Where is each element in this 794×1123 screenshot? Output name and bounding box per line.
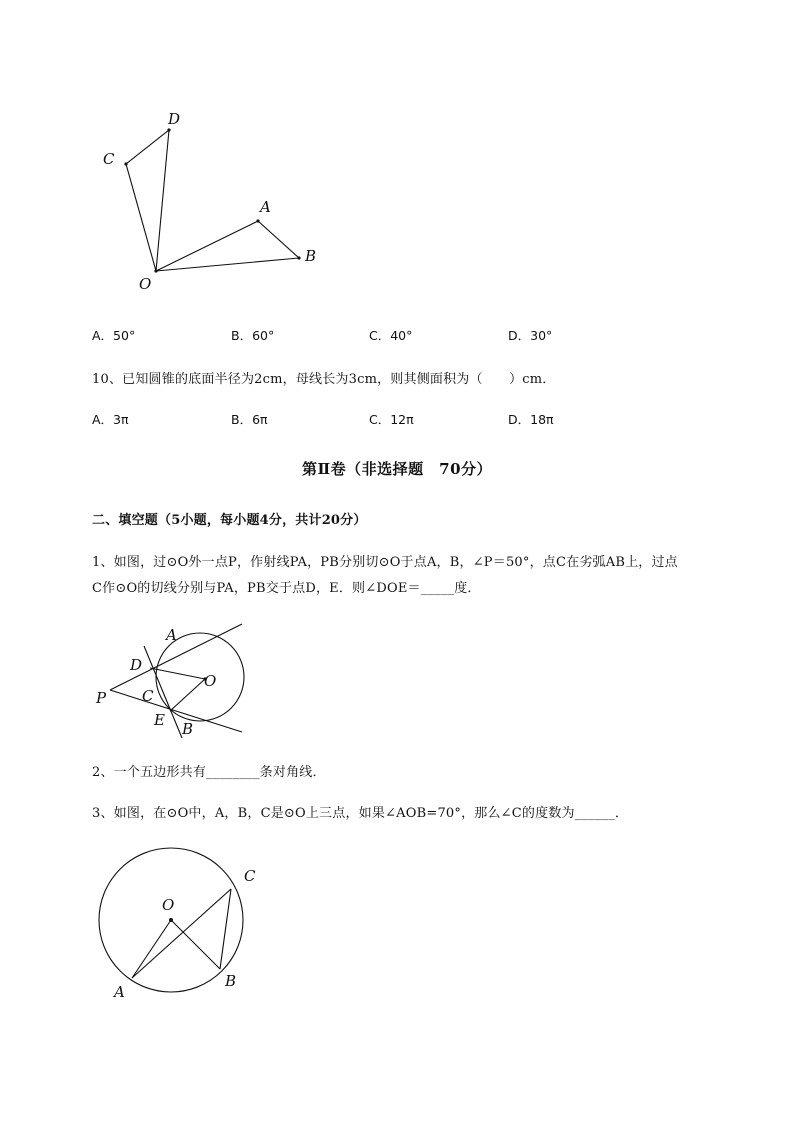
- segment-od: [150, 668, 205, 679]
- q10-option-b: B．6π: [231, 412, 268, 427]
- segment-oe: [170, 679, 205, 711]
- part2-title: 第Ⅱ卷（非选择题 70分）: [301, 460, 493, 478]
- label-o: O: [139, 275, 152, 293]
- q10-option-c: C．12π: [369, 412, 414, 427]
- label-b: B: [182, 720, 194, 738]
- label-p: P: [96, 689, 107, 707]
- fill3-text: 3、如图，在⊙O中，A，B，C是⊙O上三点，如果∠AOB=70°，那么∠C的度数为______．: [92, 806, 629, 821]
- figure-circle-tangents: [92, 622, 252, 742]
- tangent-pb: [110, 690, 242, 732]
- radius-ob: [171, 920, 220, 969]
- label-e: E: [154, 711, 165, 729]
- q10-option-d: D．18π: [508, 412, 554, 427]
- label-c: C: [103, 150, 115, 168]
- section2-title: 二、填空题（5小题，每小题4分，共计20分）: [92, 513, 367, 528]
- fill2-text: 2、一个五边形共有________条对角线．: [92, 765, 326, 780]
- q10-option-a: A．3π: [92, 412, 129, 427]
- label-d: D: [130, 656, 143, 674]
- label-o: O: [204, 672, 217, 690]
- figure-circle-inscribed-angle: [92, 845, 272, 1005]
- figure-triangles-odc-oab: [95, 105, 335, 300]
- q9-option-c: C．40°: [369, 328, 413, 343]
- fill1-line1: 1、如图，过⊙O外一点P，作射线PA，PB分别切⊙O于点A，B，∠P＝50°，点C在劣弧AB上，过点: [92, 555, 678, 570]
- label-a: A: [260, 198, 271, 216]
- label-a: A: [166, 626, 177, 644]
- label-c: C: [142, 687, 154, 705]
- label-b: B: [305, 247, 317, 265]
- label-d: D: [168, 110, 181, 128]
- triangle-ocd: [126, 130, 169, 271]
- fill1-line2: C作⊙O的切线分别与PA，PB交于点D，E．则∠DOE＝_____度．: [92, 581, 481, 596]
- triangle-oab: [156, 221, 299, 271]
- label-o: O: [162, 896, 175, 914]
- label-b: B: [225, 972, 237, 990]
- radius-oa: [132, 920, 171, 978]
- label-c: C: [244, 867, 256, 885]
- chord-bc: [220, 889, 231, 969]
- q9-option-b: B．60°: [231, 328, 275, 343]
- label-a: A: [114, 983, 125, 1001]
- q10-text: 10、已知圆锥的底面半径为2cm，母线长为3cm，则其侧面积为（ ）cm．: [92, 372, 556, 387]
- q9-option-d: D．30°: [508, 328, 553, 343]
- q9-option-a: A．50°: [92, 328, 136, 343]
